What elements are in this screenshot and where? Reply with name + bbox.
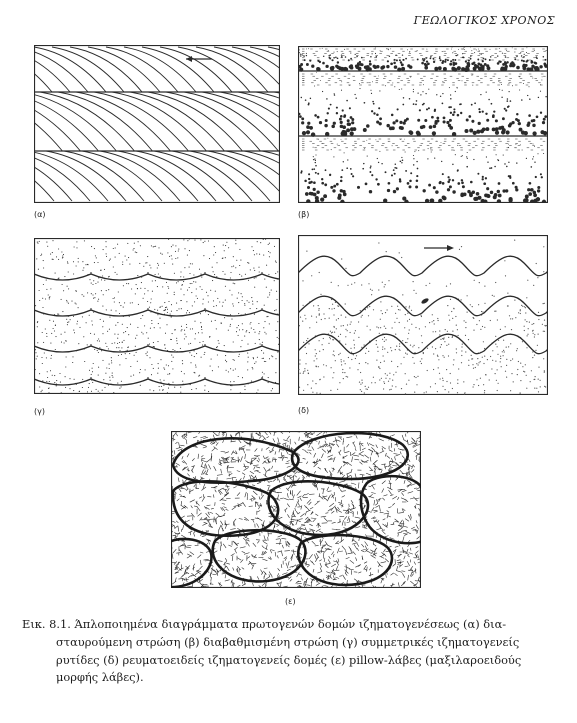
current-arrow-icon <box>424 245 454 251</box>
symmetric-ripples-diagram <box>34 238 280 394</box>
current-structures-diagram <box>298 235 548 395</box>
panel-label-d: (δ) <box>298 406 310 415</box>
panel-d-current-structures <box>298 235 548 395</box>
panel-a-cross-bedding <box>34 45 280 203</box>
running-header: ΓΕΩΛΟΓΙΚΟΣ ΧΡΟΝΟΣ <box>413 14 555 27</box>
panel-b-graded-bedding <box>298 46 548 203</box>
panel-e-pillow-lavas <box>171 431 421 588</box>
caption-line-1: Εικ. 8.1. Άπλοποιημένα διαγράμματα πρωτογενών δομών ιζηματογενέσεως (α) δια- <box>22 617 507 631</box>
graded-bedding-diagram <box>298 46 548 203</box>
cross-bedding-diagram <box>34 45 280 203</box>
panel-label-c: (γ) <box>34 407 45 416</box>
panel-c-symmetric-ripples <box>34 238 280 394</box>
panel-label-e: (ε) <box>285 597 296 606</box>
caption-line-4: μορφής λάβες). <box>56 670 144 685</box>
caption-line-3: ρυτίδες (δ) ρευματοειδείς ιζηματογενείς δομές (ε) pillow-λάβες (μαξιλαροειδούς <box>56 652 522 667</box>
pillow-lavas-diagram <box>171 431 421 588</box>
caption-line-2: σταυρούμενη στρώση (β) διαβαθμισμένη στρώση (γ) συμμετρικές ιζηματογενείς <box>56 634 520 649</box>
panel-label-b: (β) <box>298 210 310 219</box>
figure-caption <box>22 616 557 687</box>
panel-label-a: (α) <box>34 210 46 219</box>
